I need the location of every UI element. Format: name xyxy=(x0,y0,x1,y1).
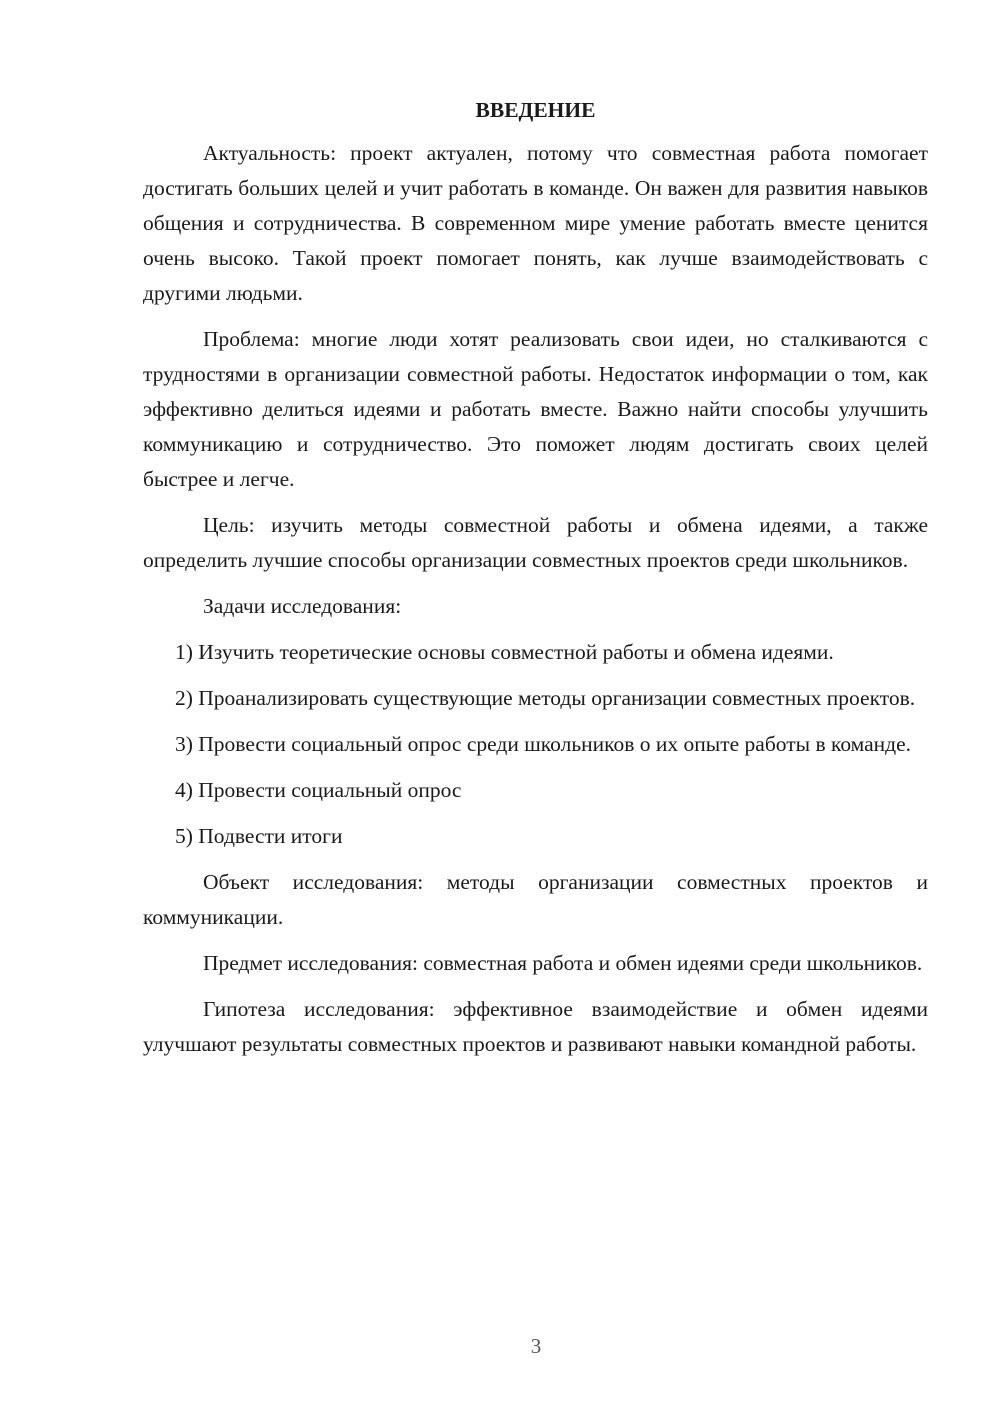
list-item: 2) Проанализировать существующие методы организации совместных проектов. xyxy=(175,686,916,710)
list-item: 5) Подвести итоги xyxy=(175,824,343,848)
document-page xyxy=(143,93,928,1073)
page-number: 3 xyxy=(530,1334,542,1358)
tasks-heading: Задачи исследования: xyxy=(203,594,402,618)
list-item: 3) Провести социальный опрос среди школьников о их опыте работы в команде. xyxy=(175,732,912,756)
list-item: 4) Провести социальный опрос xyxy=(175,778,462,802)
list-item: 1) Изучить теоретические основы совместной работы и обмена идеями. xyxy=(175,640,834,664)
goal-paragraph: Цель: изучить методы совместной работы и обмена идеями, а также определить лучшие способы организации совместных проектов среди школьников. xyxy=(143,513,928,572)
object-paragraph: Объект исследования: методы организации совместных проектов и коммуникации. xyxy=(143,870,928,929)
hypothesis-paragraph: Гипотеза исследования: эффективное взаимодействие и обмен идеями улучшают результаты совместных проектов и развивают навыки командной работы. xyxy=(143,997,928,1056)
subject-paragraph: Предмет исследования: совместная работа и обмен идеями среди школьников. xyxy=(203,951,923,975)
problem-paragraph: Проблема: многие люди хотят реализовать свои идеи, но сталкиваются с трудностями в организации совместной работы. Недостаток информации о том, как эффективно делиться идеями и работать вместе. Важно найти способы улучшить коммуникацию и сотрудничество. Это поможет людям достигать своих целей быстрее и легче. xyxy=(143,327,928,491)
tasks-list xyxy=(143,635,928,854)
section-title: ВВЕДЕНИЕ xyxy=(475,98,596,122)
relevance-paragraph: Актуальность: проект актуален, потому что совместная работа помогает достигать больших целей и учит работать в команде. Он важен для развития навыков общения и сотрудничества. В современном мире умение работать вместе ценится очень высоко. Такой проект помогает понять, как лучше взаимодействовать с другими людьми. xyxy=(143,141,928,305)
